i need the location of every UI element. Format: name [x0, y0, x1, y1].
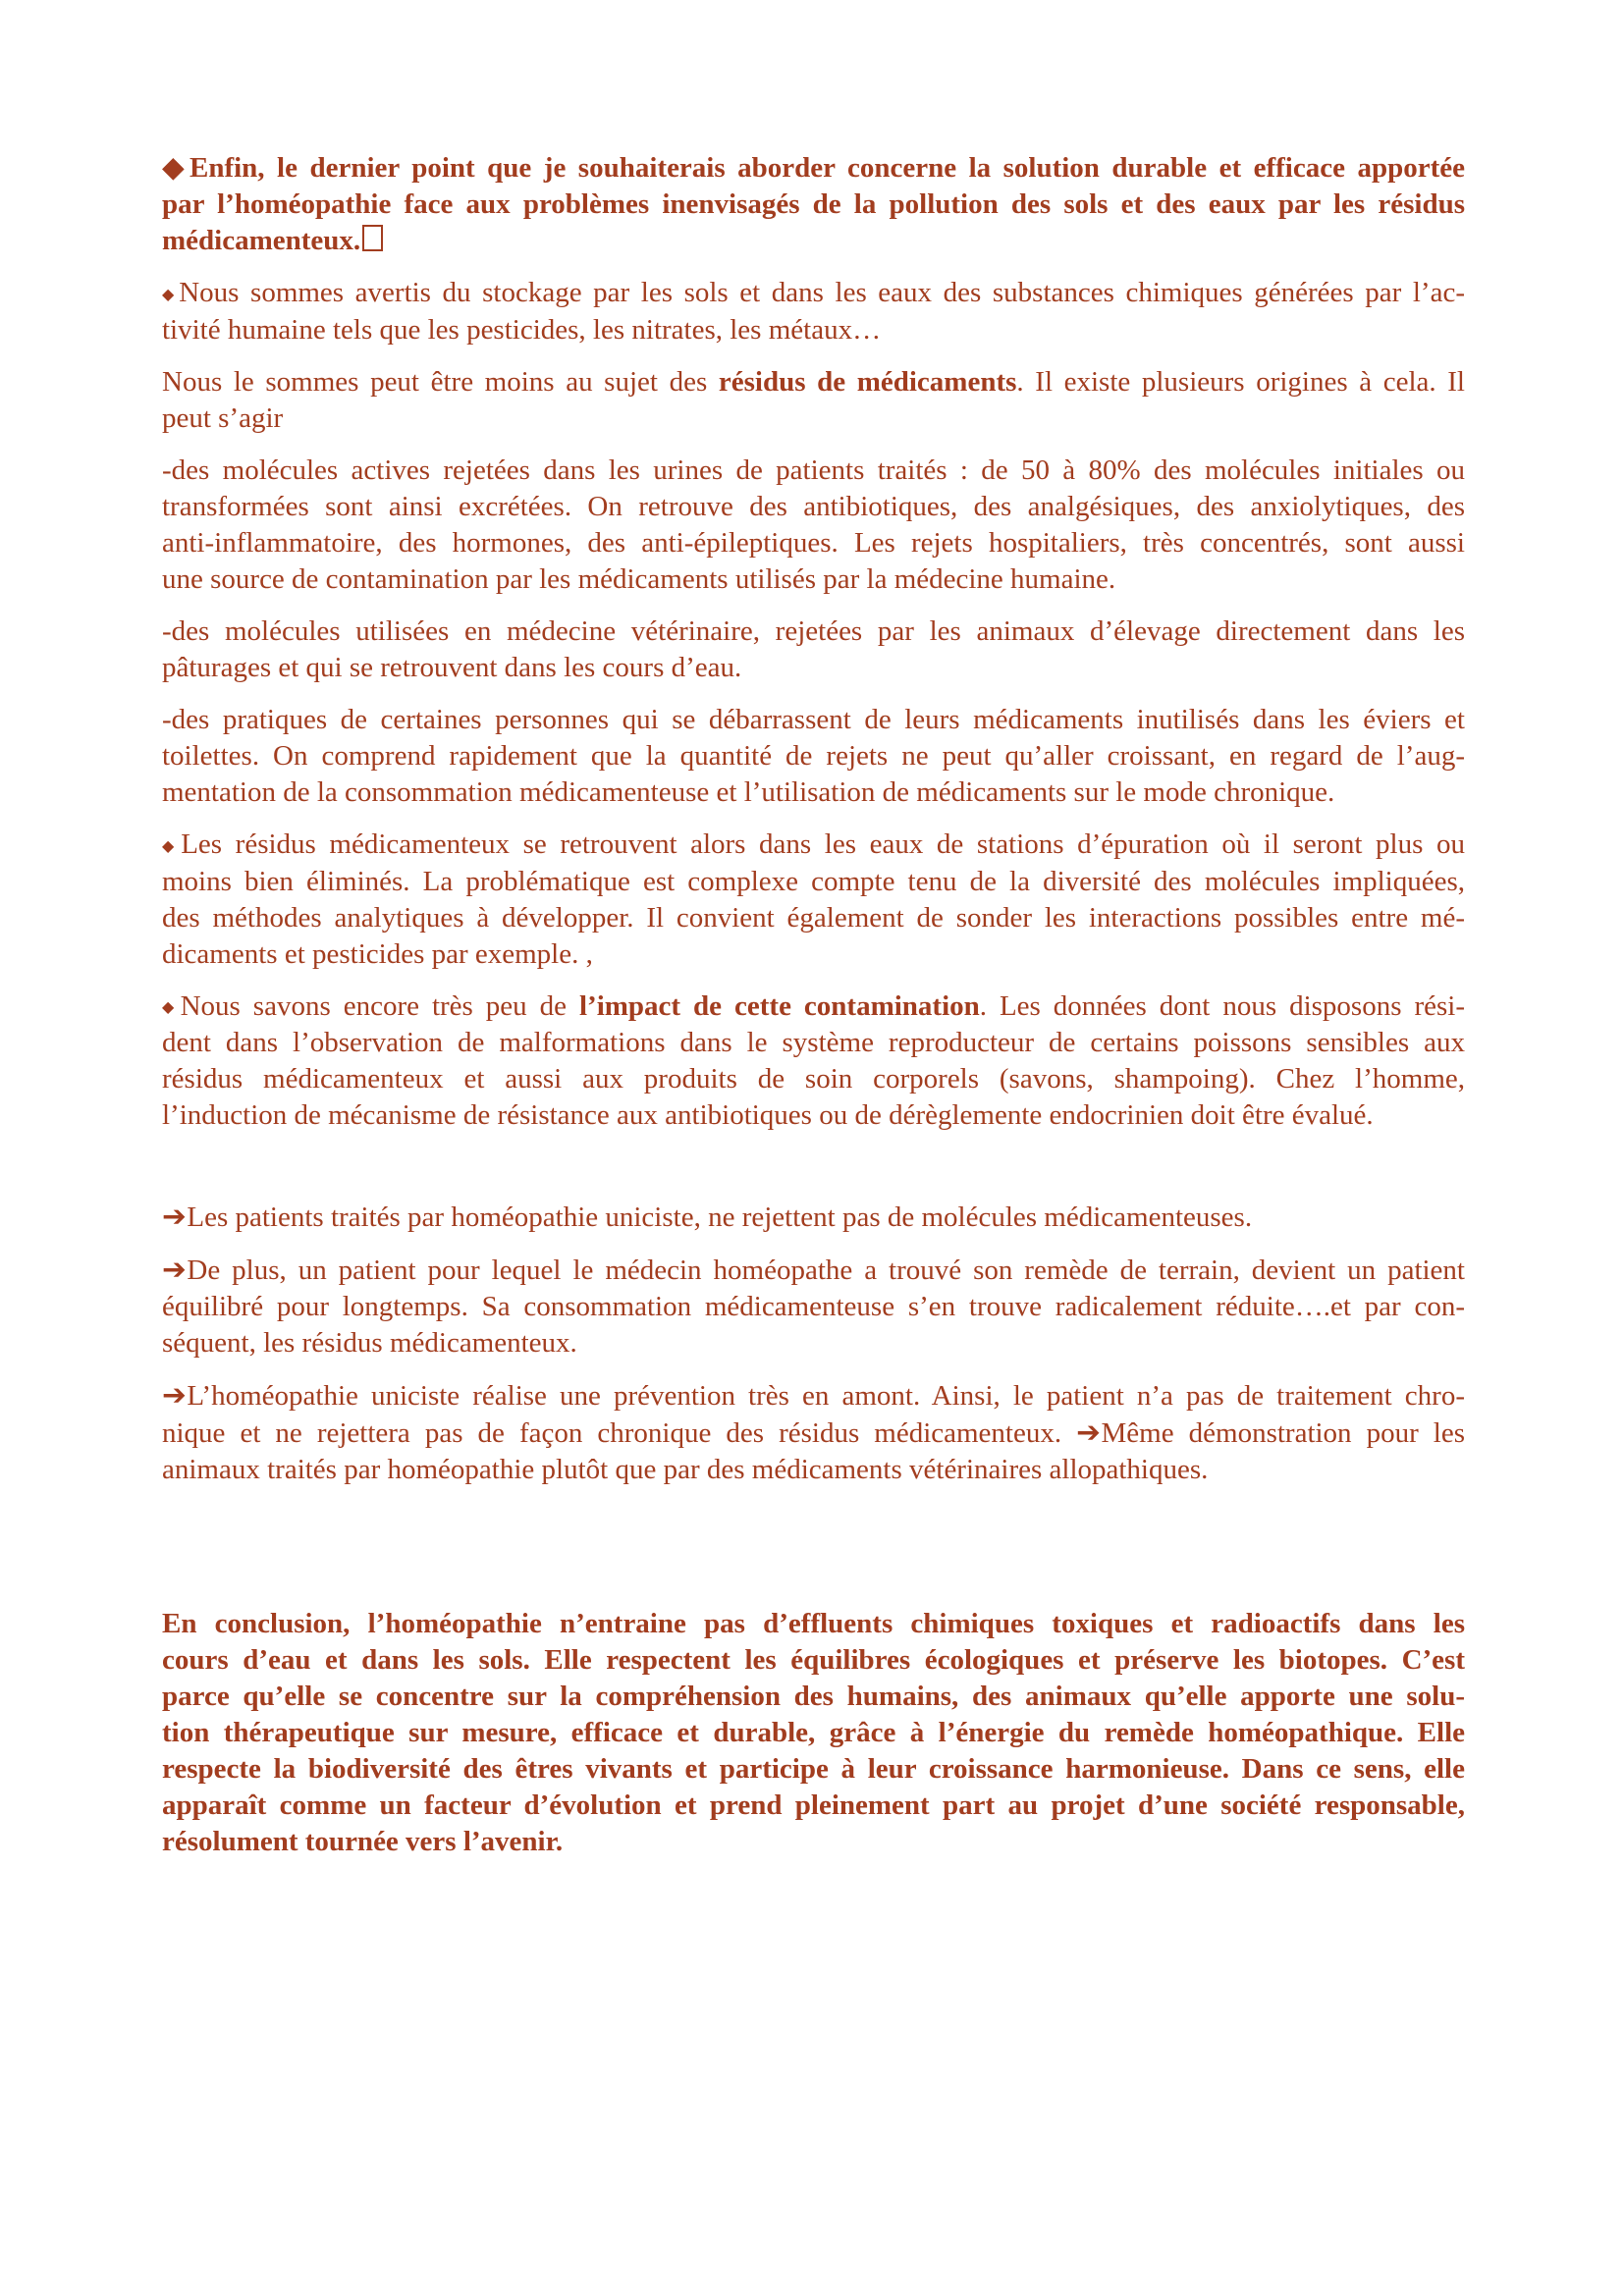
stations-epuration-paragraph [162, 827, 1465, 973]
impact-contamination-paragraph [162, 988, 1465, 1135]
text-line: tion thérapeutique sur mesure, efficace et durable, grâce à l’énergie du remède homéopathique. Elle [162, 1717, 1465, 1749]
medecine-veterinaire-paragraph [162, 614, 1465, 686]
text-line: une source de contamination par les médicaments utilisés par la médecine humaine. [162, 562, 1116, 595]
text-line: apparaît comme un facteur d’évolution et prend pleinement part au projet d’une société responsable, [162, 1789, 1465, 1822]
text-line: par l’homéopathie face aux problèmes inenvisagés de la pollution des sols et des eaux par les résidus [162, 188, 1465, 220]
intro-paragraph [162, 149, 1465, 259]
arrow-point-1-paragraph [162, 1199, 1465, 1236]
text-line: animaux traités par homéopathie plutôt que par des médicaments vétérinaires allopathiques. [162, 1454, 1209, 1486]
text-line: ➔De plus, un patient pour lequel le médecin homéopathe a trouvé son remède de terrain, devient un patient [162, 1253, 1465, 1287]
text-line: ◆Les résidus médicamenteux se retrouvent alors dans les eaux de stations d’épuration où il seront plus ou [162, 828, 1465, 860]
text-line: des méthodes analytiques à développer. Il convient également de sonder les interactions possibles entre mé- [162, 901, 1465, 934]
arrow-bullet-icon: ➔ [162, 1200, 188, 1234]
text-line: dent dans l’observation de malformations dans le système reproducteur de certains poissons sensibles aux [162, 1027, 1465, 1059]
bold-run: l’impact de cette contamination [578, 989, 980, 1022]
text-line: séquent, les résidus médicamenteux. [162, 1327, 577, 1360]
text-line: peut s’agir [162, 401, 284, 434]
conclusion-paragraph [162, 1606, 1465, 1860]
text-line: ➔Les patients traités par homéopathie uniciste, ne rejettent pas de molécules médicamenteuses. [162, 1200, 1253, 1234]
diamond-bullet-icon: ◆ [162, 150, 189, 184]
small-diamond-bullet-icon: ◆ [162, 284, 179, 303]
text-line: pâturages et qui se retrouvent dans les cours d’eau. [162, 651, 742, 683]
text-line: ◆Enfin, le dernier point que je souhaiterais aborder concerne la solution durable et efficace apportée [162, 150, 1465, 184]
text-line: dicaments et pesticides par exemple. , [162, 937, 593, 970]
small-diamond-bullet-icon: ◆ [162, 835, 181, 855]
arrow-bullet-icon: ➔ [162, 1378, 188, 1413]
text-line: moins bien éliminés. La problématique est complexe compte tenu de la diversité des molécules impliquées, [162, 865, 1465, 897]
residus-medicaments-paragraph [162, 364, 1465, 437]
text-line: Nous le sommes peut être moins au sujet des résidus de médicaments. Il existe plusieurs origines à cela. Il [162, 365, 1465, 398]
text-line: équilibré pour longtemps. Sa consommation médicamenteuse s’en trouve radicalement réduite….et par con- [162, 1291, 1465, 1323]
text-line: toilettes. On comprend rapidement que la quantité de rejets ne peut qu’aller croissant, en regard de l’aug- [162, 739, 1465, 772]
text-line: cours d’eau et dans les sols. Elle respectent les équilibres écologiques et préserve les biotopes. C’est [162, 1644, 1465, 1677]
text-line: mentation de la consommation médicamenteuse et l’utilisation de médicaments sur le mode chronique. [162, 775, 1335, 808]
text-line: ◆Nous savons encore très peu de l’impact de cette contamination. Les données dont nous disposons rési- [162, 989, 1465, 1022]
text-line: résolument tournée vers l’avenir. [162, 1826, 564, 1858]
text-line: tivité humaine tels que les pesticides, les nitrates, les métaux… [162, 313, 882, 346]
text-line: médicamenteux. [162, 223, 1465, 259]
missing-char-box [362, 225, 383, 251]
text-line: nique et ne rejettera pas de façon chronique des résidus médicamenteux. ➔Même démonstration pour les [162, 1415, 1465, 1450]
text-line: -des molécules utilisées en médecine vétérinaire, rejetées par les animaux d’élevage directement dans les [162, 614, 1465, 647]
text-line: ➔L’homéopathie uniciste réalise une prévention très en amont. Ainsi, le patient n’a pas de traitement chro- [162, 1378, 1465, 1413]
text-line: parce qu’elle se concentre sur la compréhension des humains, des animaux qu’elle apporte une solu- [162, 1681, 1465, 1713]
arrow-bullet-icon: ➔ [162, 1253, 188, 1287]
text-line: respecte la biodiversité des êtres vivants et participe à leur croissance harmonieuse. Dans ce sens, elle [162, 1753, 1465, 1786]
text-line: transformées sont ainsi excrétées. On retrouve des antibiotiques, des analgésiques, des anxiolytiques, des [162, 490, 1465, 522]
bold-run: résidus de médicaments [718, 365, 1017, 398]
text-line: -des pratiques de certaines personnes qui se débarrassent de leurs médicaments inutilisés dans les éviers et [162, 703, 1465, 735]
arrow-bullet-icon: ➔ [1076, 1415, 1102, 1450]
pratiques-personnes-paragraph [162, 702, 1465, 811]
text-line: -des molécules actives rejetées dans les urines de patients traités : de 50 à 80% des molécules initiales ou [162, 454, 1465, 486]
molecules-actives-paragraph [162, 453, 1465, 598]
text-line: ◆Nous sommes avertis du stockage par les sols et dans les eaux des substances chimiques générées par l’ac- [162, 277, 1465, 308]
text-line: l’induction de mécanisme de résistance aux antibiotiques ou de dérèglemente endocrinien doit être évalué. [162, 1099, 1374, 1132]
arrow-point-2-paragraph [162, 1252, 1465, 1362]
arrow-point-3-paragraph [162, 1377, 1465, 1488]
small-diamond-bullet-icon: ◆ [162, 997, 180, 1017]
stockage-paragraph [162, 275, 1465, 348]
text-line: résidus médicamenteux et aussi aux produits de soin corporels (savons, shampoing). Chez l’homme, [162, 1063, 1465, 1095]
text-line: En conclusion, l’homéopathie n’entraine pas d’effluents chimiques toxiques et radioactifs dans les [162, 1608, 1465, 1640]
text-line: anti-inflammatoire, des hormones, des anti-épileptiques. Les rejets hospitaliers, très concentrés, sont aussi [162, 526, 1465, 559]
